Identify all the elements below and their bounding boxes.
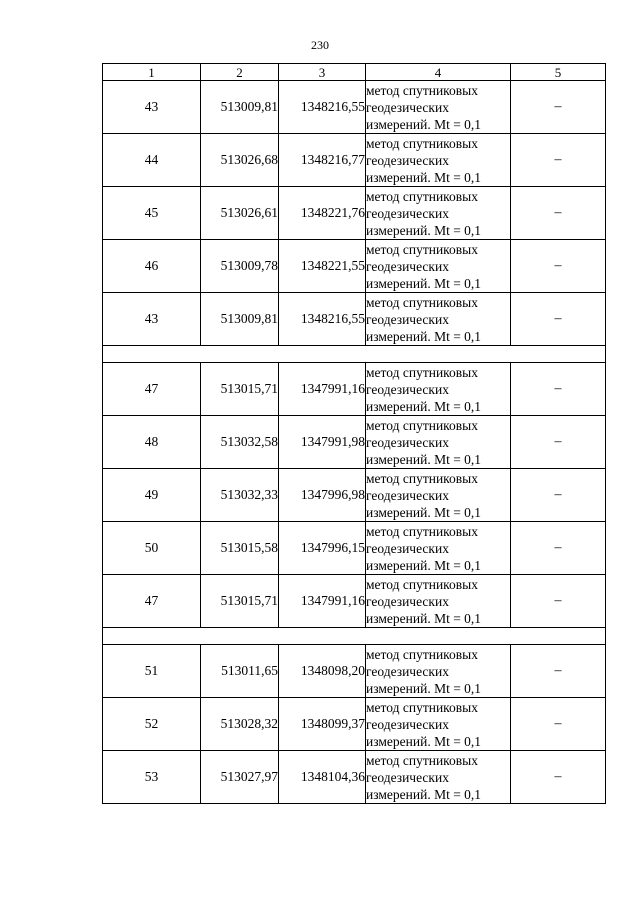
- method-line: измерений. Mt = 0,1: [366, 398, 482, 414]
- note-cell: –: [511, 416, 606, 469]
- method-cell: [366, 469, 511, 522]
- point-number-cell: 50: [103, 522, 201, 575]
- method-line: геодезических: [366, 381, 449, 397]
- method-cell: [366, 134, 511, 187]
- x-coordinate-cell: 513009,81: [201, 81, 279, 134]
- table-row: [103, 187, 606, 240]
- y-coordinate-cell: 1348216,77: [279, 134, 366, 187]
- method-line: метод спутниковых: [366, 576, 478, 592]
- table-row: [103, 522, 606, 575]
- method-line: измерений. Mt = 0,1: [366, 275, 482, 291]
- method-line: метод спутниковых: [366, 752, 478, 768]
- table-body: [103, 81, 606, 804]
- method-line: геодезических: [366, 487, 449, 503]
- method-line: геодезических: [366, 769, 449, 785]
- method-line: геодезических: [366, 99, 449, 115]
- y-coordinate-cell: 1347996,98: [279, 469, 366, 522]
- note-cell: –: [511, 645, 606, 698]
- note-cell: –: [511, 363, 606, 416]
- note-cell: –: [511, 751, 606, 804]
- table-header-row: [103, 64, 606, 81]
- method-line: измерений. Mt = 0,1: [366, 557, 482, 573]
- method-line: метод спутниковых: [366, 523, 478, 539]
- column-header: 4: [366, 64, 511, 81]
- point-number-cell: 45: [103, 187, 201, 240]
- method-line: геодезических: [366, 540, 449, 556]
- group-separator-row: [103, 346, 606, 363]
- method-line: измерений. Mt = 0,1: [366, 504, 482, 520]
- method-line: измерений. Mt = 0,1: [366, 169, 482, 185]
- x-coordinate-cell: 513015,71: [201, 575, 279, 628]
- method-line: метод спутниковых: [366, 364, 478, 380]
- point-number-cell: 47: [103, 363, 201, 416]
- method-cell: [366, 751, 511, 804]
- note-cell: –: [511, 522, 606, 575]
- method-cell: [366, 698, 511, 751]
- y-coordinate-cell: 1347991,16: [279, 575, 366, 628]
- method-line: измерений. Mt = 0,1: [366, 733, 482, 749]
- method-cell: [366, 645, 511, 698]
- table-row: [103, 293, 606, 346]
- method-line: геодезических: [366, 593, 449, 609]
- point-number-cell: 47: [103, 575, 201, 628]
- method-line: геодезических: [366, 311, 449, 327]
- y-coordinate-cell: 1348099,37: [279, 698, 366, 751]
- note-cell: –: [511, 698, 606, 751]
- x-coordinate-cell: 513026,61: [201, 187, 279, 240]
- x-coordinate-cell: 513011,65: [201, 645, 279, 698]
- method-line: метод спутниковых: [366, 135, 478, 151]
- table-row: [103, 416, 606, 469]
- method-line: метод спутниковых: [366, 646, 478, 662]
- y-coordinate-cell: 1348221,55: [279, 240, 366, 293]
- note-cell: –: [511, 293, 606, 346]
- table-row: [103, 751, 606, 804]
- note-cell: –: [511, 575, 606, 628]
- column-header: 1: [103, 64, 201, 81]
- method-line: метод спутниковых: [366, 699, 478, 715]
- method-line: измерений. Mt = 0,1: [366, 610, 482, 626]
- point-number-cell: 43: [103, 293, 201, 346]
- method-line: измерений. Mt = 0,1: [366, 680, 482, 696]
- method-line: метод спутниковых: [366, 417, 478, 433]
- method-line: измерений. Mt = 0,1: [366, 116, 482, 132]
- x-coordinate-cell: 513015,58: [201, 522, 279, 575]
- point-number-cell: 46: [103, 240, 201, 293]
- point-number-cell: 48: [103, 416, 201, 469]
- method-cell: [366, 240, 511, 293]
- y-coordinate-cell: 1348098,20: [279, 645, 366, 698]
- y-coordinate-cell: 1347991,98: [279, 416, 366, 469]
- method-line: метод спутниковых: [366, 470, 478, 486]
- method-line: измерений. Mt = 0,1: [366, 451, 482, 467]
- method-line: метод спутниковых: [366, 82, 478, 98]
- point-number-cell: 49: [103, 469, 201, 522]
- group-separator-row: [103, 628, 606, 645]
- point-number-cell: 52: [103, 698, 201, 751]
- method-line: геодезических: [366, 434, 449, 450]
- y-coordinate-cell: 1347991,16: [279, 363, 366, 416]
- method-line: геодезических: [366, 258, 449, 274]
- point-number-cell: 44: [103, 134, 201, 187]
- method-line: измерений. Mt = 0,1: [366, 328, 482, 344]
- point-number-cell: 51: [103, 645, 201, 698]
- method-cell: [366, 575, 511, 628]
- method-cell: [366, 416, 511, 469]
- x-coordinate-cell: 513032,58: [201, 416, 279, 469]
- method-line: геодезических: [366, 152, 449, 168]
- table-row: [103, 698, 606, 751]
- note-cell: –: [511, 469, 606, 522]
- x-coordinate-cell: 513026,68: [201, 134, 279, 187]
- method-cell: [366, 522, 511, 575]
- y-coordinate-cell: 1348104,36: [279, 751, 366, 804]
- method-cell: [366, 81, 511, 134]
- y-coordinate-cell: 1348216,55: [279, 293, 366, 346]
- table-row: [103, 645, 606, 698]
- x-coordinate-cell: 513027,97: [201, 751, 279, 804]
- point-number-cell: 43: [103, 81, 201, 134]
- method-line: геодезических: [366, 663, 449, 679]
- table-row: [103, 575, 606, 628]
- y-coordinate-cell: 1347996,15: [279, 522, 366, 575]
- note-cell: –: [511, 81, 606, 134]
- method-line: метод спутниковых: [366, 241, 478, 257]
- table-row: [103, 240, 606, 293]
- x-coordinate-cell: 513028,32: [201, 698, 279, 751]
- x-coordinate-cell: 513032,33: [201, 469, 279, 522]
- method-line: измерений. Mt = 0,1: [366, 222, 482, 238]
- separator-cell: [103, 628, 606, 645]
- table-row: [103, 363, 606, 416]
- note-cell: –: [511, 240, 606, 293]
- x-coordinate-cell: 513009,81: [201, 293, 279, 346]
- method-line: метод спутниковых: [366, 294, 478, 310]
- note-cell: –: [511, 187, 606, 240]
- table-row: [103, 469, 606, 522]
- note-cell: –: [511, 134, 606, 187]
- x-coordinate-cell: 513015,71: [201, 363, 279, 416]
- column-header: 2: [201, 64, 279, 81]
- method-line: измерений. Mt = 0,1: [366, 786, 482, 802]
- coordinates-table: [102, 63, 606, 804]
- table-row: [103, 134, 606, 187]
- y-coordinate-cell: 1348216,55: [279, 81, 366, 134]
- column-header: 3: [279, 64, 366, 81]
- x-coordinate-cell: 513009,78: [201, 240, 279, 293]
- method-cell: [366, 293, 511, 346]
- separator-cell: [103, 346, 606, 363]
- table-row: [103, 81, 606, 134]
- method-line: геодезических: [366, 716, 449, 732]
- point-number-cell: 53: [103, 751, 201, 804]
- method-cell: [366, 363, 511, 416]
- method-cell: [366, 187, 511, 240]
- method-line: геодезических: [366, 205, 449, 221]
- method-line: метод спутниковых: [366, 188, 478, 204]
- page-number: 230: [311, 38, 329, 52]
- column-header: 5: [511, 64, 606, 81]
- y-coordinate-cell: 1348221,76: [279, 187, 366, 240]
